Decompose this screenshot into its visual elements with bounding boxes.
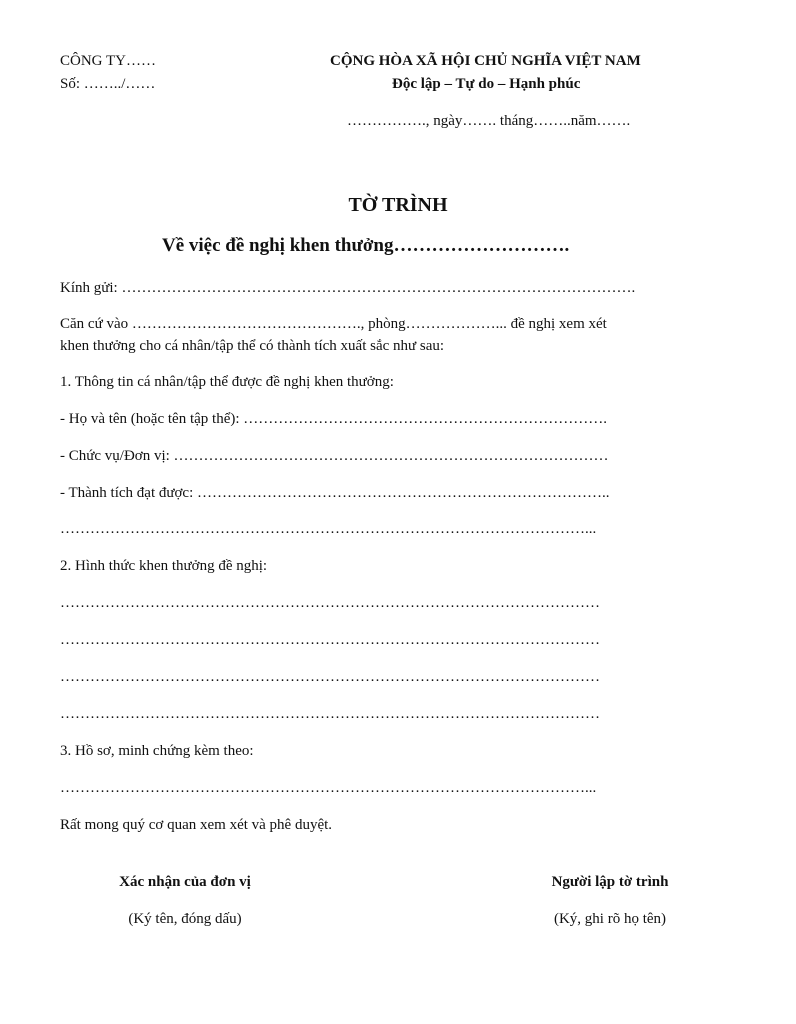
document-title: TỜ TRÌNH <box>348 194 448 216</box>
left-signature-title: Xác nhận của đơn vị <box>119 874 251 890</box>
recipient-label: Kính gửi: <box>60 280 118 296</box>
section-2-heading: 2. Hình thức khen thưởng đề nghị: <box>60 558 268 574</box>
recipient-dots: …………………………………………………………………………………………. <box>121 280 636 296</box>
closing-sentence: Rất mong quý cơ quan xem xét và phê duyệt. <box>60 817 333 833</box>
right-signature-note: (Ký, ghi rõ họ tên) <box>553 911 667 927</box>
section-2-line: ……………………………………………………………………………………………… <box>60 669 600 685</box>
field-name: - Họ và tên (hoặc tên tập thể): ………………………………………………………………. <box>60 411 608 427</box>
national-title: CỘNG HÒA XÃ HỘI CHỦ NGHĨA VIỆT NAM <box>330 53 641 69</box>
basis-line-2: khen thưởng cho cá nhân/tập thể có thành tích xuất sắc như sau: <box>60 338 445 354</box>
section-3-heading: 3. Hồ sơ, minh chứng kèm theo: <box>60 743 254 759</box>
right-signature-title: Người lập tờ trình <box>551 874 669 890</box>
date-line: ……………., ngày……. tháng……..năm……. <box>347 113 631 129</box>
field-achievement: - Thành tích đạt được: ……………………………………………………………………….. <box>60 485 610 501</box>
national-motto: Độc lập – Tự do – Hạnh phúc <box>392 76 581 92</box>
section-1-heading: 1. Thông tin cá nhân/tập thể được đề nghị khen thưởng: <box>60 374 394 390</box>
achievement-extra-line: ……………………………………………………………………………………………... <box>60 521 597 537</box>
field-position: - Chức vụ/Đơn vị: …………………………………………………………………………… <box>60 448 609 464</box>
section-2-line: ……………………………………………………………………………………………… <box>60 595 600 611</box>
left-signature-note: (Ký tên, đóng dấu) <box>128 911 242 927</box>
section-2-line: ……………………………………………………………………………………………… <box>60 706 600 722</box>
section-2-line: ……………………………………………………………………………………………… <box>60 632 600 648</box>
company-name: CÔNG TY…… <box>60 53 156 69</box>
section-3-line: ……………………………………………………………………………………………... <box>60 780 597 796</box>
basis-line-1: Căn cứ vào ………………………………………., phòng………………... đề nghị xem xét <box>60 316 607 332</box>
document-subject: Về việc đề nghị khen thưởng………………………. <box>162 235 570 256</box>
recipient-line <box>60 279 635 297</box>
document-number: Số: ……../…… <box>60 76 156 92</box>
